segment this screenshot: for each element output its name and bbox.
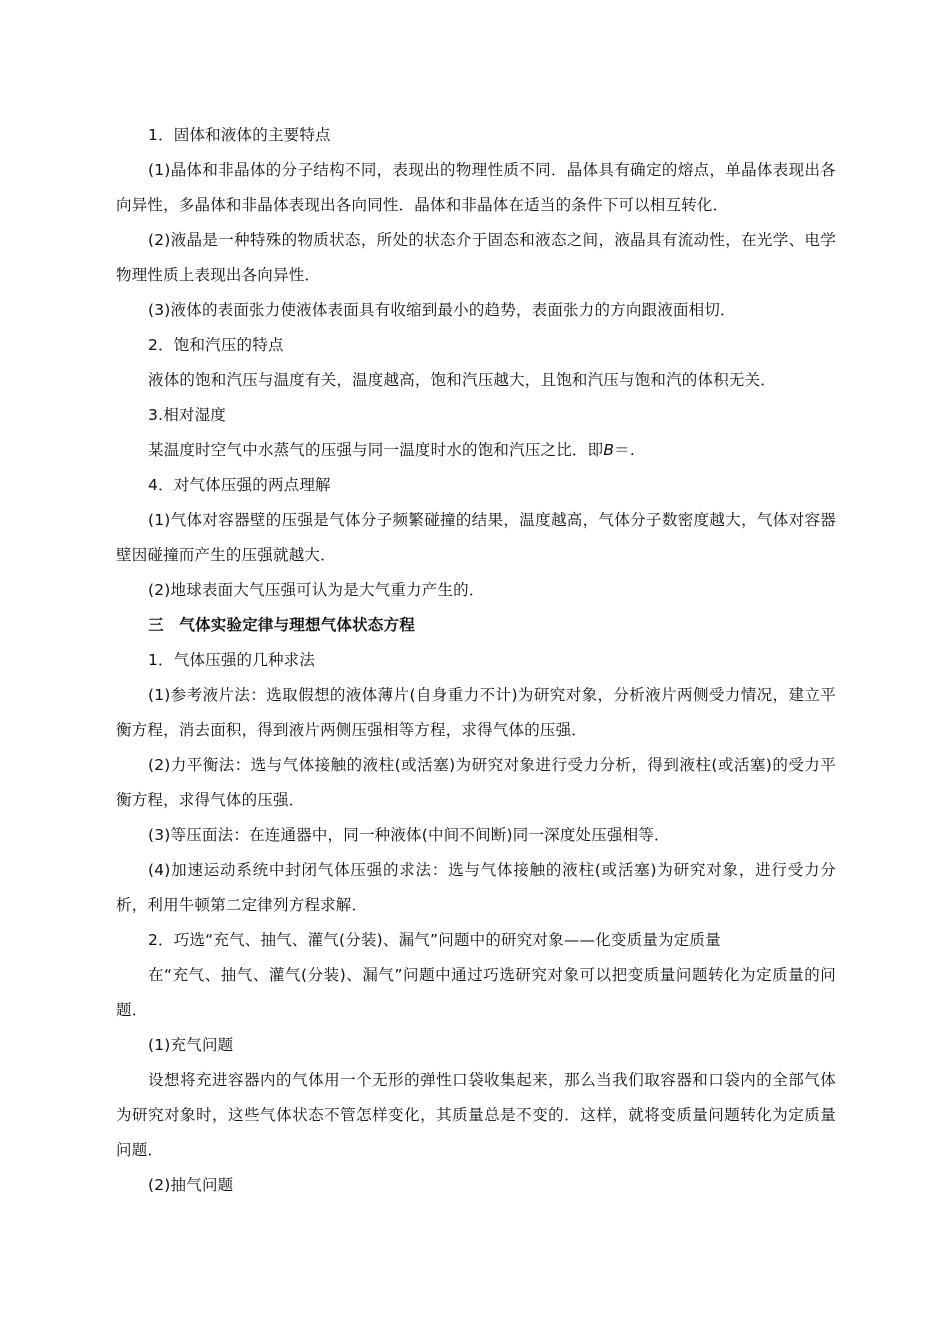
heading-saturated-vapor: 2．饱和汽压的特点: [148, 336, 284, 354]
paragraph-saturated-vapor: 液体的饱和汽压与温度有关，温度越高，饱和汽压越大，且饱和汽压与饱和汽的体积无关．: [148, 371, 777, 389]
paragraph-liquid-crystal: (2)液晶是一种特殊的物质状态，所处的状态介于固态和液态之间，液晶具有流动性，在光学、电学物理性质上表现出各向异性．: [116, 231, 836, 284]
heading-solid-liquid: 1．固体和液体的主要特点: [148, 126, 331, 144]
humidity-text: 某温度时空气中水蒸气的压强与同一温度时水的饱和汽压之比．即: [148, 441, 604, 459]
paragraph-crystal: (1)晶体和非晶体的分子结构不同，表现出的物理性质不同．晶体具有确定的熔点，单晶体表现出各向异性，多晶体和非晶体表现出各向同性．晶体和非晶体在适当的条件下可以相互转化．: [116, 161, 836, 214]
paragraph-variable-mass: 在“充气、抽气、灌气(分装)、漏气”问题中通过巧选研究对象可以把变质量问题转化为定质量的问题．: [116, 966, 836, 1019]
document-body: [116, 118, 836, 1203]
paragraph-inflation: 设想将充进容器内的气体用一个无形的弹性口袋收集起来，那么当我们取容器和口袋内的全部气体为研究对象时，这些气体状态不管怎样变化，其质量总是不变的．这样，就将变质量问题转化为定质量问题．: [116, 1071, 836, 1159]
paragraph-relative-humidity: [116, 433, 836, 468]
paragraph-surface-tension: (3)液体的表面张力使液体表面具有收缩到最小的趋势，表面张力的方向跟液面相切．: [148, 301, 736, 319]
paragraph-method-acceleration: (4)加速运动系统中封闭气体压强的求法：选与气体接触的液柱(或活塞)为研究对象，进行受力分析，利用牛顿第二定律列方程求解．: [116, 861, 836, 914]
paragraph-method-force-balance: (2)力平衡法：选与气体接触的液柱(或活塞)为研究对象进行受力分析，得到液柱(或活塞)的受力平衡方程，求得气体的压强．: [116, 756, 836, 809]
paragraph-method-isobaric: (3)等压面法：在连通器中，同一种液体(中间不间断)同一深度处压强相等．: [148, 826, 670, 844]
heading-relative-humidity: 3.相对湿度: [148, 406, 226, 424]
paragraph-gas-pressure-2: (2)地球表面大气压强可认为是大气重力产生的．: [148, 581, 485, 599]
heading-pressure-methods: 1．气体压强的几种求法: [148, 651, 316, 669]
paragraph-gas-pressure-1: (1)气体对容器壁的压强是气体分子频繁碰撞的结果，温度越高，气体分子数密度越大，气体对容器壁因碰撞而产生的压强就越大．: [116, 511, 836, 564]
humidity-tail: ＝.: [614, 441, 635, 459]
humidity-variable: B: [603, 441, 615, 459]
heading-inflation: (1)充气问题: [148, 1036, 234, 1054]
heading-gas-pressure: 4．对气体压强的两点理解: [148, 476, 331, 494]
heading-variable-mass: 2．巧选“充气、抽气、灌气(分装)、漏气”问题中的研究对象——化变质量为定质量: [148, 931, 721, 949]
section-heading-gas-laws: 三 气体实验定律与理想气体状态方程: [148, 616, 415, 634]
paragraph-method-liquid-slice: (1)参考液片法：选取假想的液体薄片(自身重力不计)为研究对象，分析液片两侧受力情况，建立平衡方程，消去面积，得到液片两侧压强相等方程，求得气体的压强．: [116, 686, 836, 739]
heading-extraction: (2)抽气问题: [148, 1176, 234, 1194]
